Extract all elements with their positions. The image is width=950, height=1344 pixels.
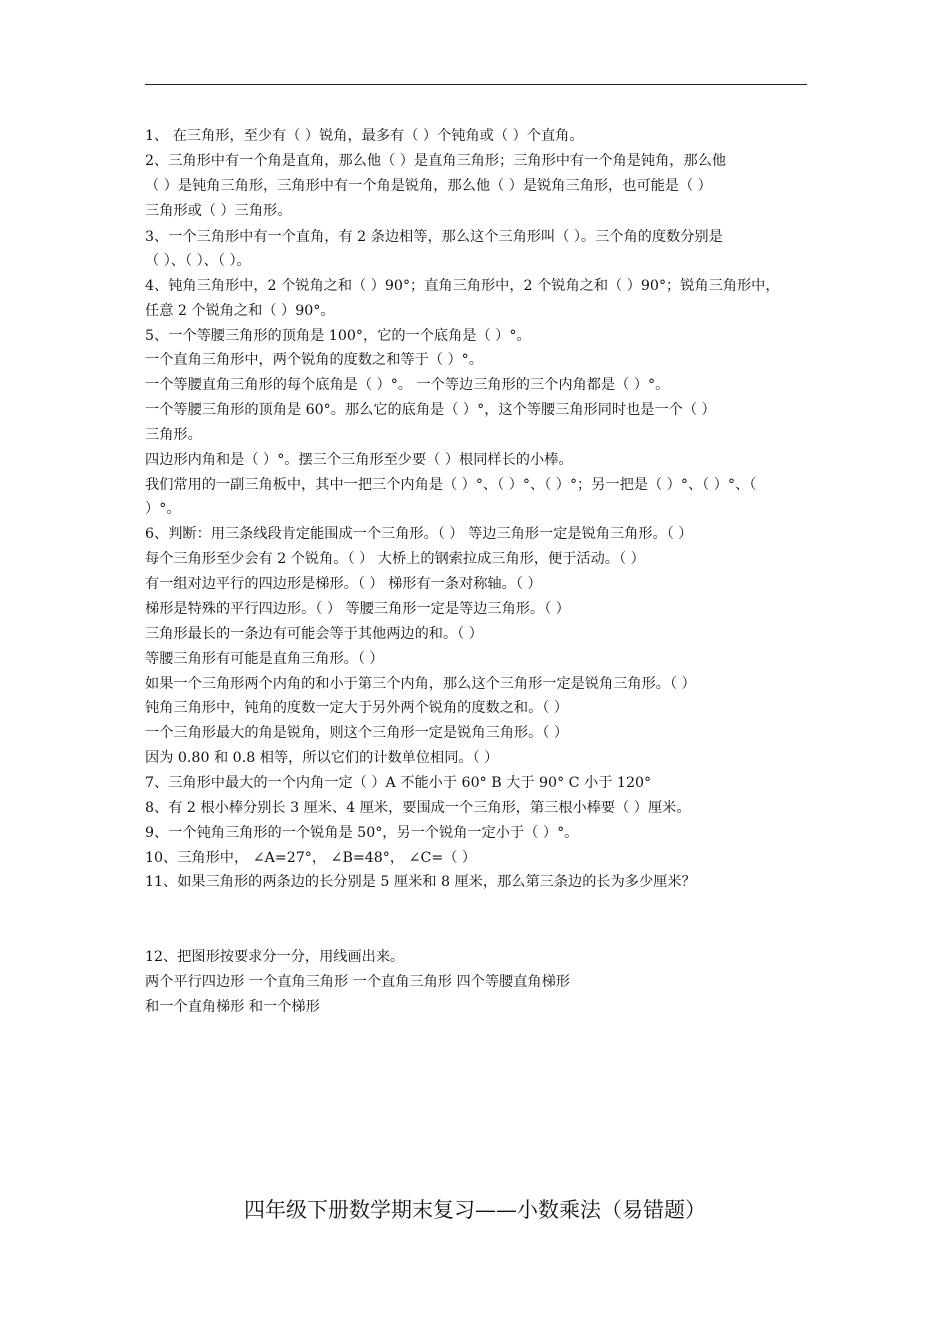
question-6-item: 三角形最长的一条边有可能会等于其他两边的和。（ ） — [145, 626, 483, 642]
question-12-options: 两个平行四边形 一个直角三角形 一个直角三角形 四个等腰直角梯形 — [145, 974, 570, 990]
question-5-item: 我们常用的一副三角板中，其中一把三个内角是（ ）°、（ ）°、（ ）°；另一把是（ ）°、（ ）°、（ — [145, 477, 757, 493]
question-10: 10、三角形中， ∠A=27°， ∠B=48°， ∠C=（ ） — [145, 850, 477, 866]
question-6-item: 因为 0.80 和 0.8 相等，所以它们的计数单位相同。（ ） — [145, 750, 499, 766]
question-12-options-line-2: 和一个直角梯形 和一个梯形 — [145, 999, 320, 1015]
question-5-item: 三角形。 — [145, 427, 202, 443]
question-5-item: 一个等腰直角三角形的每个底角是（ ）°。 一个等边三角形的三个内角都是（ ）°。 — [145, 377, 670, 393]
question-7: 7、三角形中最大的一个内角一定（ ）A 不能小于 60° B 大于 90° C 小于 120° — [145, 775, 652, 791]
question-11: 11、如果三角形的两条边的长分别是 5 厘米和 8 厘米，那么第三条边的长为多少厘米？ — [145, 874, 696, 890]
question-8: 8、有 2 根小棒分别长 3 厘米、4 厘米，要围成一个三角形，第三根小棒要（ ）厘米。 — [145, 800, 691, 816]
question-6-item: 有一组对边平行的四边形是梯形。（ ） 梯形有一条对称轴。（ ） — [145, 576, 542, 592]
question-4: 4、钝角三角形中，2 个锐角之和（ ）90°；直角三角形中，2 个锐角之和（ ）90°；锐角三角形中， — [145, 278, 780, 294]
question-5: 5、一个等腰三角形的顶角是 100°，它的一个底角是（ ）°。 — [145, 328, 531, 344]
question-5-item: 四边形内角和是（ ）°。摆三个三角形至少要（ ）根同样长的小棒。 — [145, 452, 573, 468]
question-4-line-2: 任意 2 个锐角之和（ ）90°。 — [145, 303, 335, 319]
question-3: 3、一个三角形中有一个直角，有 2 条边相等，那么这个三角形叫（ ）。三个角的度数分别是 — [145, 229, 723, 245]
question-3-line-2: （ ）、（ ）、（ ）。 — [145, 253, 251, 269]
question-2: 2、三角形中有一个角是直角，那么他（ ）是直角三角形；三角形中有一个角是钝角，那么他 — [145, 153, 727, 169]
question-12: 12、把图形按要求分一分，用线画出来。 — [145, 949, 405, 965]
question-2-line-2: （ ）是钝角三角形，三角形中有一个角是锐角，那么他（ ）是锐角三角形，也可能是（ ） — [145, 178, 712, 194]
question-6-item: 每个三角形至少会有 2 个锐角。（ ） 大桥上的钢索拉成三角形，便于活动。（ ） — [145, 551, 645, 567]
question-6: 6、判断：用三条线段肯定能围成一个三角形。（ ） 等边三角形一定是锐角三角形。（ ） — [145, 526, 693, 542]
footer-title: 四年级下册数学期末复习——小数乘法（易错题） — [244, 1198, 706, 1222]
question-6-item: 一个三角形最大的角是锐角，则这个三角形一定是锐角三角形。（ ） — [145, 725, 569, 741]
question-6-item: 如果一个三角形两个内角的和小于第三个内角，那么这个三角形一定是锐角三角形。（ ） — [145, 676, 696, 692]
question-5-item: 一个等腰三角形的顶角是 60°。那么它的底角是（ ）°，这个等腰三角形同时也是一个（ ） — [145, 402, 716, 418]
question-6-item: 等腰三角形有可能是直角三角形。（ ） — [145, 651, 384, 667]
question-5-item: ）°。 — [145, 501, 181, 517]
question-1: 1、 在三角形，至少有（ ）锐角，最多有（ ）个钝角或（ ）个直角。 — [145, 128, 584, 144]
question-6-item: 梯形是特殊的平行四边形。（ ） 等腰三角形一定是等边三角形。（ ） — [145, 601, 570, 617]
question-5-item: 一个直角三角形中，两个锐角的度数之和等于（ ）°。 — [145, 352, 483, 368]
question-2-line-3: 三角形或（ ）三角形。 — [145, 203, 292, 219]
header-rule — [145, 84, 807, 85]
question-6-item: 钝角三角形中，钝角的度数一定大于另外两个锐角的度数之和。（ ） — [145, 700, 569, 716]
question-9: 9、一个钝角三角形的一个锐角是 50°，另一个锐角一定小于（ ）°。 — [145, 825, 579, 841]
